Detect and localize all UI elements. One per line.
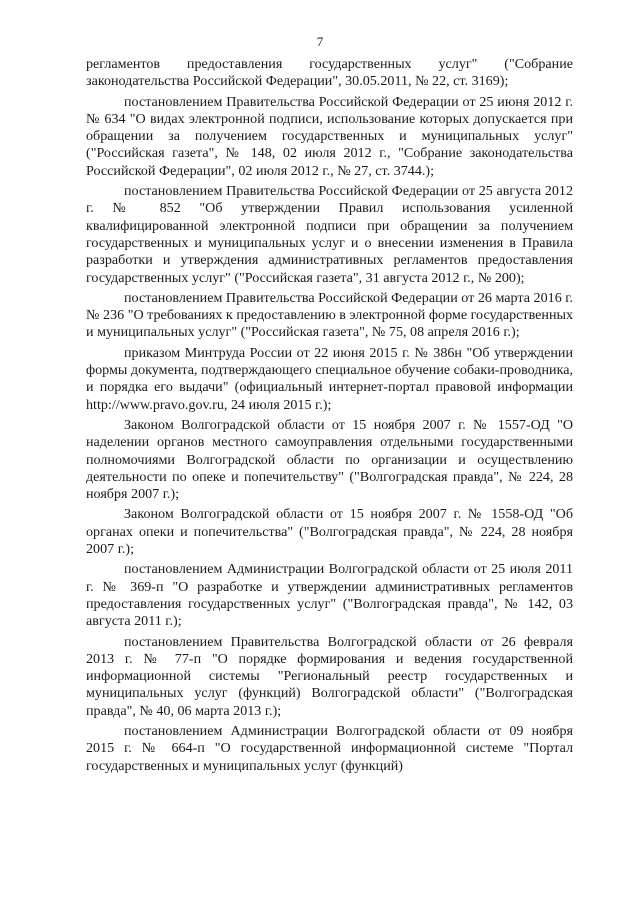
document-body — [86, 56, 573, 778]
paragraph-law-1557-od: Законом Волгоградской области от 15 ноября 2007 г. № 1557-ОД "О наделении органов местного самоуправления отдельными государственными полномочиями Волгоградской области по организации и осуществлению деятельности по опеке и попечительству" ("Волгоградская правда", № 224, 28 ноября 2007 г.); — [86, 416, 573, 503]
paragraph-resolution-664p: постановлением Администрации Волгоградской области от 09 ноября 2015 г. № 664-п "О государственной информационной системе "Портал государственных и муниципальных услуг (функций) — [86, 722, 573, 774]
paragraph-continuation: регламентов предоставления государственных услуг" ("Собрание законодательства Российской Федерации", 30.05.2011, № 22, ст. 3169); — [86, 56, 573, 90]
paragraph-resolution-852: постановлением Правительства Российской Федерации от 25 августа 2012 г. № 852 "Об утверждении Правил использования усиленной квалифицированной электронной подписи при обращении за получением государственных и муниципальных услуг и о внесении изменения в Правила разработки и утверждения административных регламентов предоставления государственных услуг" ("Российская газета", 31 августа 2012 г., № 200); — [86, 183, 573, 286]
paragraph-resolution-634: постановлением Правительства Российской Федерации от 25 июня 2012 г. № 634 "О видах электронной подписи, использование которых допускается при обращении за получением государственных и муниципальных услуг" ("Российская газета", № 148, 02 июля 2012 г., "Собрание законодательства Российской Федерации", 02 июля 2012 г., № 27, ст. 3744.); — [86, 93, 573, 179]
paragraph-order-386n: приказом Минтруда России от 22 июня 2015 г. № 386н "Об утверждении формы документа, подтверждающего специальное обучение собаки-проводника, и порядка его выдачи" (официальный интернет-портал правовой информации http://www.pravo.gov.ru, 24 июля 2015 г.); — [86, 344, 573, 413]
page-number: 7 — [316, 34, 324, 49]
paragraph-resolution-236: постановлением Правительства Российской Федерации от 26 марта 2016 г. № 236 "О требованиях к предоставлению в электронной форме государственных и муниципальных услуг" ("Российская газета", № 75, 08 апреля 2016 г.); — [86, 289, 573, 341]
paragraph-resolution-369p: постановлением Администрации Волгоградской области от 25 июля 2011 г. № 369-п "О разработке и утверждении административных регламентов предоставления государственных услуг" ("Волгоградская правда", № 142, 03 августа 2011 г.); — [86, 561, 573, 630]
paragraph-resolution-77p: постановлением Правительства Волгоградской области от 26 февраля 2013 г. № 77-п "О порядке формирования и ведения государственной информационной системы "Региональный реестр государственных и муниципальных услуг (функций) Волгоградской области" ("Волгоградская правда", № 40, 06 марта 2013 г.); — [86, 633, 573, 719]
paragraph-law-1558-od: Законом Волгоградской области от 15 ноября 2007 г. № 1558-ОД "Об органах опеки и попечительства" ("Волгоградская правда", № 224, 28 ноября 2007 г.); — [86, 506, 573, 558]
